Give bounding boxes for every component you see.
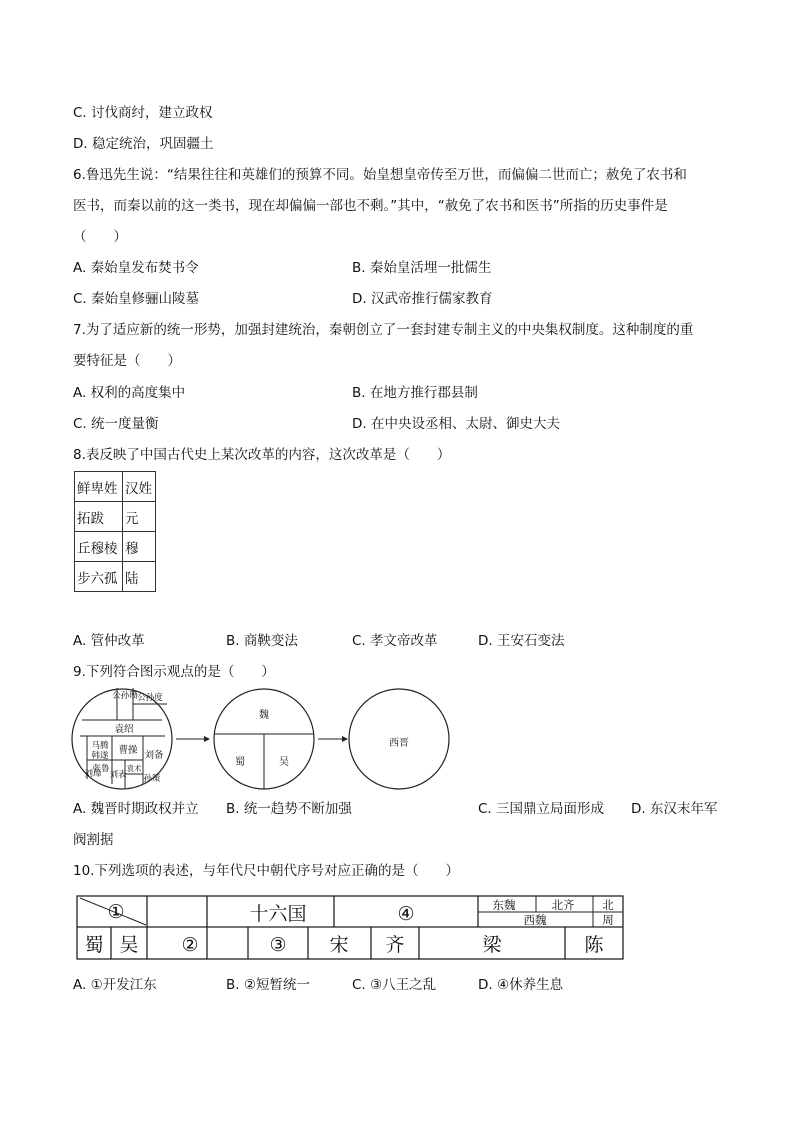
q8-option-c: C. 孝文帝改革 xyxy=(352,633,438,649)
table-header: 鲜卑姓 xyxy=(75,472,123,502)
q9-option-b: B. 统一趋势不断加强 xyxy=(226,801,352,817)
zhang-lu-label: 张鲁 xyxy=(92,764,110,774)
table-header-row xyxy=(75,472,156,502)
q10-option-b: B. ②短暂统一 xyxy=(226,977,310,993)
q8-option-b: B. 商鞅变法 xyxy=(226,633,298,649)
arrow-right-icon xyxy=(318,736,348,742)
ruler-bei: 北 xyxy=(602,898,614,912)
q6-option-b: B. 秦始皇活埋一批儒生 xyxy=(352,260,492,276)
table-header: 汉姓 xyxy=(123,472,156,502)
q7-option-b: B. 在地方推行郡县制 xyxy=(352,385,478,401)
q6-option-c: C. 秦始皇修骊山陵墓 xyxy=(73,291,200,307)
ruler-chen: 陈 xyxy=(584,934,604,956)
gongsun-du-label: 公孙度 xyxy=(137,693,163,703)
ruler-liang: 梁 xyxy=(482,934,502,956)
western-jin-circle xyxy=(349,689,449,789)
surname-table xyxy=(74,471,156,592)
table-cell: 丘穆棱 xyxy=(75,532,123,562)
ruler-qi: 齐 xyxy=(385,934,405,956)
q10-option-c: C. ③八王之乱 xyxy=(352,977,437,993)
ruler-n1: ① xyxy=(107,901,125,923)
warlords-circle xyxy=(72,688,172,789)
q8-option-d: D. 王安石变法 xyxy=(478,633,565,649)
q9-diagram xyxy=(0,684,794,796)
ruler-beiqi: 北齐 xyxy=(551,898,575,912)
table-row xyxy=(75,532,156,562)
q5-option-c: C. 讨伐商纣，建立政权 xyxy=(73,105,213,121)
q8-stem: 8.表反映了中国古代史上某次改革的内容，这次改革是（ ） xyxy=(73,447,451,463)
gongsun-zan-label: 公孙瓒 xyxy=(112,691,138,701)
q9-option-d-line1: D. 东汉末年军 xyxy=(631,801,718,817)
q5-option-d: D. 稳定统治，巩固疆土 xyxy=(73,136,214,152)
cao-cao-label: 曹操 xyxy=(118,745,138,756)
ruler-dongwei: 东魏 xyxy=(492,898,516,912)
ruler-zhou: 周 xyxy=(602,913,614,927)
ruler-n3: ③ xyxy=(269,934,287,956)
q7-stem-line1: 7.为了适应新的统一形势，加强封建统治，秦朝创立了一套封建专制主义的中央集权制度。这种制度的重 xyxy=(73,322,694,338)
ma-teng-label: 马腾 xyxy=(91,741,109,751)
q10-stem: 10.下列选项的表述，与年代尺中朝代序号对应正确的是（ ） xyxy=(73,863,459,879)
q6-stem-line1: 6.鲁迅先生说：“结果往往和英雄们的预算不同。始皇想皇帝传至万世，而偏偏二世而亡；赦免了农书和 xyxy=(73,167,687,183)
han-sui-label: 韩遂 xyxy=(91,751,109,761)
yuan-shu-label: 袁术 xyxy=(126,764,142,773)
shu-label: 蜀 xyxy=(235,757,245,768)
liu-zhang-label: 刘璋 xyxy=(84,769,102,779)
yuan-shao-label: 袁绍 xyxy=(114,724,134,735)
xijin-label: 西晋 xyxy=(389,738,409,749)
arrow-right-icon xyxy=(176,736,210,742)
q7-option-c: C. 统一度量衡 xyxy=(73,416,159,432)
table-cell: 元 xyxy=(123,502,156,532)
liu-biao-label: 刘表 xyxy=(109,770,127,780)
three-kingdoms-circle xyxy=(214,689,314,789)
ruler-shu: 蜀 xyxy=(84,934,104,956)
q9-stem: 9.下列符合图示观点的是（ ） xyxy=(73,664,275,680)
q7-option-d: D. 在中央设丞相、太尉、御史大夫 xyxy=(352,416,560,432)
table-cell: 穆 xyxy=(123,532,156,562)
ruler-n4: ④ xyxy=(397,903,415,925)
wei-label: 魏 xyxy=(259,710,269,721)
ruler-wu: 吴 xyxy=(119,934,139,956)
dynasty-time-ruler xyxy=(0,893,794,963)
q6-option-d: D. 汉武帝推行儒家教育 xyxy=(352,291,493,307)
liu-bei-label: 刘备 xyxy=(144,750,164,761)
q6-option-a: A. 秦始皇发布焚书令 xyxy=(73,260,199,276)
ruler-n2: ② xyxy=(181,934,199,956)
sun-ce-label: 孙策 xyxy=(143,774,161,784)
q8-option-a: A. 管仲改革 xyxy=(73,633,145,649)
ruler-song: 宋 xyxy=(329,934,349,956)
q6-stem-line2: 医书，而秦以前的这一类书，现在却偏偏一部也不剩。”其中，“赦免了农书和医书”所指的历史事件是 xyxy=(73,198,668,214)
q6-stem-line3: （ ） xyxy=(73,229,127,245)
table-cell: 陆 xyxy=(123,562,156,592)
q10-option-a: A. ①开发江东 xyxy=(73,977,157,993)
ruler-sixteen-kingdoms: 十六国 xyxy=(249,903,307,925)
q7-option-a: A. 权利的高度集中 xyxy=(73,385,186,401)
q7-stem-line2: 要特征是（ ） xyxy=(73,353,181,369)
q9-option-a: A. 魏晋时期政权并立 xyxy=(73,801,199,817)
q9-option-c: C. 三国鼎立局面形成 xyxy=(478,801,605,817)
table-cell: 拓跋 xyxy=(75,502,123,532)
table-cell: 步六孤 xyxy=(75,562,123,592)
ruler-xiwei: 西魏 xyxy=(523,913,547,927)
table-row xyxy=(75,562,156,592)
q10-option-d: D. ④休养生息 xyxy=(478,977,564,993)
q9-option-d-line2: 阀割据 xyxy=(73,832,114,848)
wu-label: 吴 xyxy=(279,757,289,768)
table-row xyxy=(75,502,156,532)
